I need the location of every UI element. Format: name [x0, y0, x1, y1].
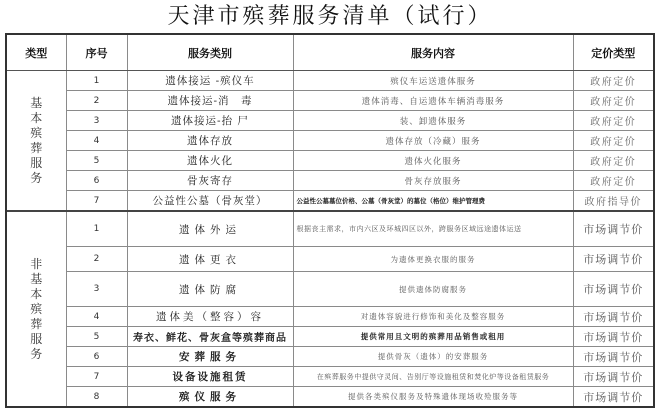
table-row	[6, 171, 654, 191]
table-row	[6, 387, 654, 408]
row-content: 遗体火化服务	[293, 151, 573, 171]
row-pricing: 市场调节价	[573, 307, 654, 327]
table-row	[6, 367, 654, 387]
row-number: 3	[66, 272, 127, 307]
table-row	[6, 211, 654, 247]
row-content: 提供各类殡仪服务及特殊遗体现场收殓服务等	[293, 387, 573, 408]
table-row	[6, 247, 654, 272]
row-category: 设备设施租赁	[127, 367, 293, 387]
row-category: 遗体接运 -殡仪车	[127, 71, 293, 91]
row-pricing: 政府指导价	[573, 191, 654, 212]
row-category: 殡仪服务	[127, 387, 293, 408]
header-row	[6, 34, 654, 71]
row-number: 1	[66, 211, 127, 247]
table-row	[6, 151, 654, 171]
header-pricing: 定价类型	[573, 34, 654, 71]
row-number: 2	[66, 247, 127, 272]
header-type: 类型	[6, 34, 66, 71]
table-row	[6, 71, 654, 91]
row-category: 遗体火化	[127, 151, 293, 171]
row-content: 对遗体容貌进行修饰和美化及整容服务	[293, 307, 573, 327]
row-category: 遗体防腐	[127, 272, 293, 307]
row-pricing: 政府定价	[573, 171, 654, 191]
row-content: 提供遗体防腐服务	[293, 272, 573, 307]
row-category: 安葬服务	[127, 347, 293, 367]
row-number: 2	[66, 91, 127, 111]
row-number: 6	[66, 171, 127, 191]
row-pricing: 市场调节价	[573, 211, 654, 247]
row-pricing: 市场调节价	[573, 387, 654, 408]
row-category: 遗体更衣	[127, 247, 293, 272]
row-content: 提供骨灰（遗体）的安葬服务	[293, 347, 573, 367]
table-row	[6, 131, 654, 151]
section-type-non-basic: 非基本殡葬服务	[6, 211, 66, 407]
table-row	[6, 327, 654, 347]
funeral-service-table	[5, 33, 655, 408]
row-content: 提供常用且文明的殡葬用品销售或租用	[293, 327, 573, 347]
row-pricing: 市场调节价	[573, 367, 654, 387]
row-content: 在殡葬服务中提供守灵间、告别厅等设施租赁和焚化炉等设备租赁服务	[293, 367, 573, 387]
row-number: 3	[66, 111, 127, 131]
row-pricing: 市场调节价	[573, 272, 654, 307]
table-row	[6, 191, 654, 212]
row-number: 5	[66, 151, 127, 171]
row-category: 遗体外运	[127, 211, 293, 247]
row-number: 7	[66, 191, 127, 212]
row-pricing: 政府定价	[573, 111, 654, 131]
row-content: 遗体存放（冷藏）服务	[293, 131, 573, 151]
row-content: 装、卸遗体服务	[293, 111, 573, 131]
row-pricing: 政府定价	[573, 71, 654, 91]
table-row	[6, 272, 654, 307]
row-content: 殡仪车运送遗体服务	[293, 71, 573, 91]
row-pricing: 政府定价	[573, 151, 654, 171]
row-category: 遗体接运-消 毒	[127, 91, 293, 111]
row-content: 骨灰存放服务	[293, 171, 573, 191]
row-content: 遗体消毒、自运遗体车辆消毒服务	[293, 91, 573, 111]
row-pricing: 市场调节价	[573, 247, 654, 272]
row-category: 公益性公墓（骨灰堂）	[127, 191, 293, 212]
row-category: 遗体美（整容）容	[127, 307, 293, 327]
row-number: 4	[66, 131, 127, 151]
row-pricing: 市场调节价	[573, 327, 654, 347]
row-category: 骨灰寄存	[127, 171, 293, 191]
row-category: 遗体存放	[127, 131, 293, 151]
row-pricing: 政府定价	[573, 91, 654, 111]
header-content: 服务内容	[293, 34, 573, 71]
row-content: 根据丧主需求，市内六区及环城四区以外，跨服务区域远途遗体运送	[293, 211, 573, 247]
row-pricing: 市场调节价	[573, 347, 654, 367]
header-number: 序号	[66, 34, 127, 71]
table-row	[6, 307, 654, 327]
row-number: 7	[66, 367, 127, 387]
row-number: 5	[66, 327, 127, 347]
row-category: 遗体接运-抬 尸	[127, 111, 293, 131]
table-row	[6, 111, 654, 131]
table-row	[6, 347, 654, 367]
row-number: 1	[66, 71, 127, 91]
row-number: 8	[66, 387, 127, 408]
row-pricing: 政府定价	[573, 131, 654, 151]
table-row	[6, 91, 654, 111]
section-type-basic: 基本殡葬服务	[6, 71, 66, 212]
page-title: 天津市殡葬服务清单（试行）	[167, 4, 493, 29]
row-content: 为遗体更换衣服的服务	[293, 247, 573, 272]
row-category: 寿衣、鲜花、骨灰盒等殡葬商品	[127, 327, 293, 347]
header-category: 服务类别	[127, 34, 293, 71]
row-content: 公益性公墓墓位价格、公墓（骨灰堂）的墓位（格位）维护管理费	[293, 191, 573, 212]
row-number: 6	[66, 347, 127, 367]
row-number: 4	[66, 307, 127, 327]
